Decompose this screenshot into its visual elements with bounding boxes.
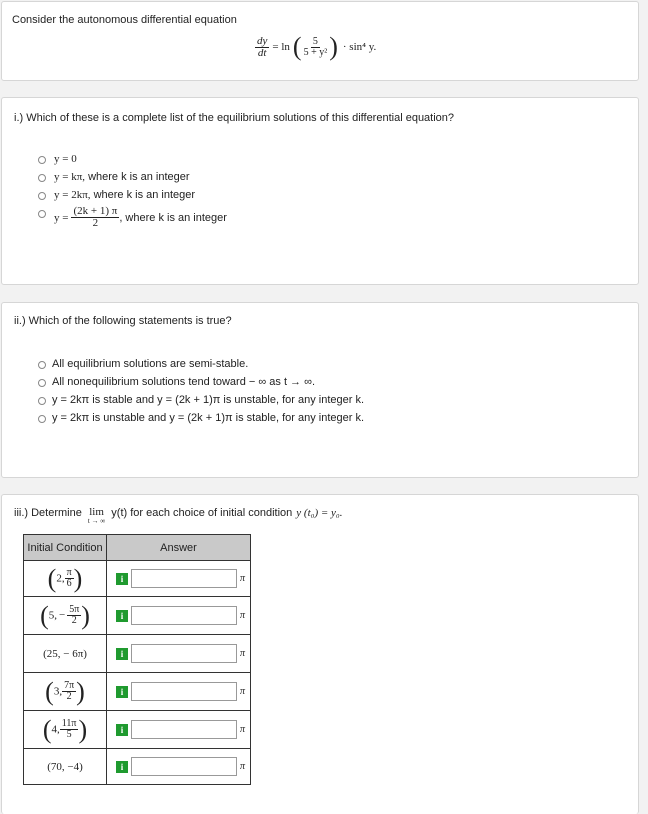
pi-icon[interactable]: π bbox=[239, 724, 245, 735]
table-row bbox=[24, 673, 251, 711]
cond-den: 2 bbox=[71, 615, 77, 626]
question-1-card bbox=[1, 97, 639, 285]
q1-option-4-radio[interactable] bbox=[38, 210, 46, 218]
answer-cell bbox=[107, 711, 251, 749]
info-icon[interactable]: i bbox=[116, 648, 128, 660]
equation-card bbox=[1, 1, 639, 81]
answer-table bbox=[23, 534, 251, 785]
pi-icon[interactable]: π bbox=[239, 761, 245, 772]
q1-option-4-lhs: y = bbox=[54, 211, 69, 224]
question-2-text: ii.) Which of the following statements is true? bbox=[14, 315, 232, 327]
cond-pre: 5, bbox=[48, 609, 57, 622]
cond-neg: − bbox=[58, 609, 66, 622]
q1-option-4-text: , where k is an integer bbox=[119, 211, 227, 224]
answer-cell bbox=[107, 635, 251, 673]
ln-denominator: 5 + y² bbox=[303, 46, 328, 58]
question-1-text: i.) Which of these is a complete list of the equilibrium solutions of this differential equation? bbox=[14, 112, 455, 124]
answer-input[interactable] bbox=[131, 720, 237, 739]
cond-den: 5 bbox=[66, 729, 72, 740]
table-row bbox=[24, 749, 251, 785]
answer-input[interactable] bbox=[131, 569, 237, 588]
answer-cell bbox=[107, 749, 251, 785]
cond-pre: 3, bbox=[53, 685, 63, 698]
q1-option-3-label bbox=[54, 189, 195, 201]
q2-option-4-label: y = 2kπ is unstable and y = (2k + 1)π is stable, for any integer k. bbox=[52, 412, 365, 424]
q3-prefix: iii.) Determine bbox=[14, 507, 82, 519]
paren-open: ( bbox=[292, 32, 302, 61]
pi-icon[interactable]: π bbox=[239, 610, 245, 621]
condition-cell: (5, − $\frac{5\pi}{2}$ ) bbox=[24, 597, 107, 635]
q1-option-4-label bbox=[54, 206, 227, 229]
condition-cell: (70, −4) bbox=[24, 749, 107, 785]
answer-input[interactable] bbox=[131, 757, 237, 776]
q3-lim-sub: t → ∞ bbox=[87, 517, 106, 525]
answer-input[interactable] bbox=[131, 682, 237, 701]
pi-icon[interactable]: π bbox=[239, 573, 245, 584]
q1-option-4-den: 2 bbox=[92, 217, 99, 229]
q2-option-2-radio[interactable] bbox=[38, 379, 46, 387]
cond-pre: 4, bbox=[51, 723, 60, 736]
q1-option-2-math: y = kπ, bbox=[54, 171, 86, 183]
dy: dy bbox=[257, 34, 268, 47]
col-header-answer: Answer bbox=[107, 535, 251, 561]
intro-text: Consider the autonomous differential equation bbox=[12, 14, 237, 26]
q1-option-3-radio[interactable] bbox=[38, 192, 46, 200]
cond-num: 5π bbox=[69, 604, 80, 615]
info-icon[interactable]: i bbox=[116, 761, 128, 773]
cond-pre: 2, bbox=[56, 572, 65, 585]
cond-den: 2 bbox=[66, 691, 72, 702]
info-icon[interactable]: i bbox=[116, 610, 128, 622]
equals-ln: = ln bbox=[272, 41, 290, 53]
condition-cell: (25, − 6π) bbox=[24, 635, 107, 673]
q1-option-2-radio[interactable] bbox=[38, 174, 46, 182]
pi-icon[interactable]: π bbox=[239, 648, 245, 659]
q1-option-2-label bbox=[54, 171, 190, 183]
table-row bbox=[24, 561, 251, 597]
info-icon[interactable]: i bbox=[116, 573, 128, 585]
table-row bbox=[24, 711, 251, 749]
q3-middle: y(t) for each choice of initial condition bbox=[111, 507, 293, 519]
q2-option-3-radio[interactable] bbox=[38, 397, 46, 405]
q2-option-3-label: y = 2kπ is stable and y = (2k + 1)π is unstable, for any integer k. bbox=[52, 394, 365, 406]
pi-icon[interactable]: π bbox=[239, 686, 245, 697]
q1-option-4-num: (2k + 1) π bbox=[73, 205, 118, 217]
q3-condition: y (t₀) = y₀. bbox=[296, 507, 343, 519]
q1-option-3-math: y = 2kπ, bbox=[54, 189, 91, 201]
condition-cell: (2, $\frac{\pi}{6}$ ) bbox=[24, 561, 107, 597]
q3-lim: lim bbox=[89, 506, 104, 518]
cond-num: π bbox=[66, 567, 72, 578]
q2-option-4-radio[interactable] bbox=[38, 415, 46, 423]
condition-cell: (3, $\frac{7\pi}{2}$ ) bbox=[24, 673, 107, 711]
table-row bbox=[24, 635, 251, 673]
q2-option-1-radio[interactable] bbox=[38, 361, 46, 369]
cond-den: 6 bbox=[66, 578, 72, 589]
cond-num: 11π bbox=[61, 718, 77, 729]
cond-num: 7π bbox=[64, 680, 75, 691]
answer-cell bbox=[107, 673, 251, 711]
answer-input[interactable] bbox=[131, 644, 237, 663]
table-row bbox=[24, 597, 251, 635]
condition-cell: (4, $\frac{11\pi}{5}$ ) bbox=[24, 711, 107, 749]
answer-cell bbox=[107, 561, 251, 597]
q1-option-3-text: where k is an integer bbox=[90, 189, 196, 201]
question-2-card bbox=[1, 302, 639, 478]
answer-cell bbox=[107, 597, 251, 635]
q1-option-2-text: where k is an integer bbox=[85, 171, 190, 183]
question-3-text bbox=[14, 507, 343, 525]
q2-option-2-label: All nonequilibrium solutions tend toward − ∞ as t → ∞. bbox=[52, 376, 316, 388]
q1-option-1-radio[interactable] bbox=[38, 156, 46, 164]
q2-option-1-label: All equilibrium solutions are semi-stable. bbox=[52, 358, 249, 370]
info-icon[interactable]: i bbox=[116, 724, 128, 736]
ln-numerator: 5 bbox=[312, 35, 318, 47]
dt: dt bbox=[257, 46, 267, 59]
info-icon[interactable]: i bbox=[116, 686, 128, 698]
col-header-condition: Initial Condition bbox=[24, 535, 107, 561]
sin-term: · sin⁴ y. bbox=[342, 41, 377, 53]
q1-option-1-label: y = 0 bbox=[54, 153, 77, 165]
differential-equation bbox=[255, 34, 376, 60]
answer-input[interactable] bbox=[131, 606, 237, 625]
paren-close: ) bbox=[329, 32, 338, 61]
